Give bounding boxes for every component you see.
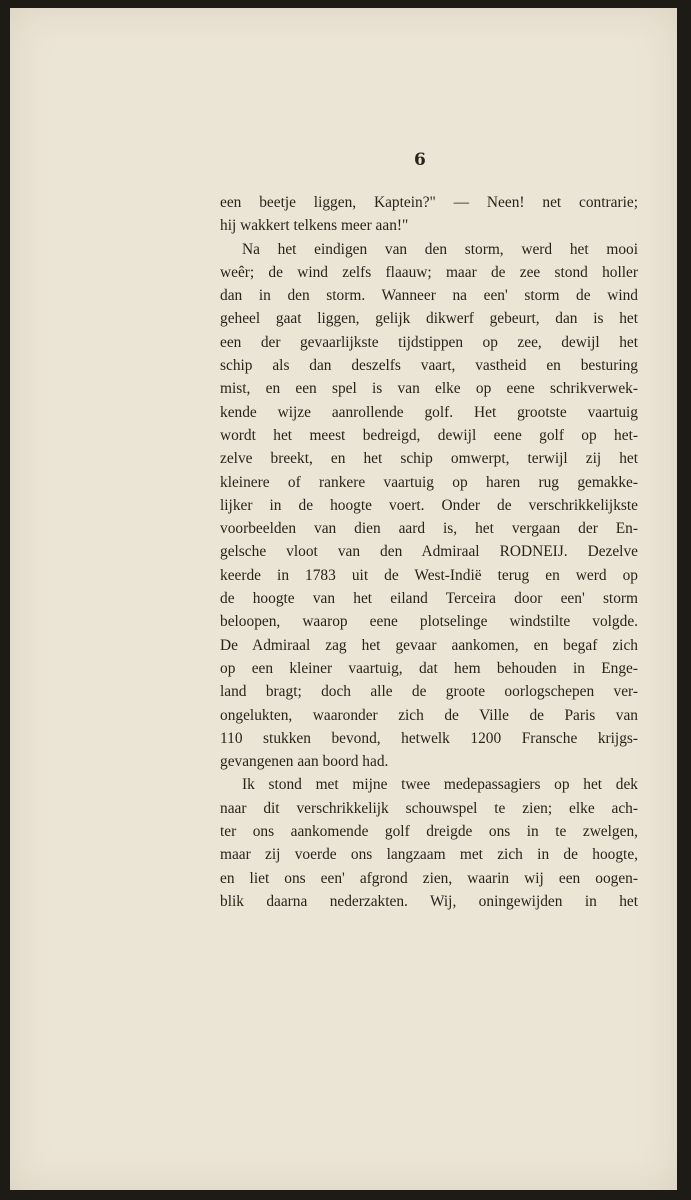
book-page: [10, 8, 677, 1190]
text-line: naar dit verschrikkelijk schouwspel te zien; elke ach-: [220, 799, 638, 817]
text-line: blik daarna nederzakten. Wij, oningewijden in het: [220, 892, 638, 910]
text-line: lijker in de hoogte voert. Onder de verschrikkelijkste: [220, 496, 638, 514]
text-line: dan in den storm. Wanneer na een' storm de wind: [220, 287, 638, 305]
text-line: maar zij voerde ons langzaam met zich in de hoogte,: [220, 846, 638, 864]
text-line: hij wakkert telkens meer aan!": [220, 217, 409, 235]
text-line: schip als dan deszelfs vaart, vastheid en besturing: [220, 357, 638, 375]
text-line: kende wijze aanrollende golf. Het grootste vaartuig: [220, 403, 638, 421]
text-line: Ik stond met mijne twee medepassagiers op het dek: [242, 776, 638, 794]
text-line: 110 stukken bevond, hetwelk 1200 Fransche krijgs-: [220, 729, 638, 747]
text-line: wordt het meest bedreigd, dewijl eene golf op het-: [220, 426, 638, 444]
text-line: een beetje liggen, Kaptein?" — Neen! net contrarie;: [220, 194, 638, 211]
text-line: voorbeelden van dien aard is, het vergaan der En-: [220, 520, 638, 538]
page-number: 6: [414, 150, 426, 170]
text-line: De Admiraal zag het gevaar aankomen, en begaf zich: [220, 636, 638, 654]
text-line: land bragt; doch alle de groote oorlogschepen ver-: [220, 683, 638, 701]
text-line: ongelukten, waaronder zich de Ville de Paris van: [220, 706, 638, 724]
text-line: weêr; de wind zelfs flaauw; maar de zee stond holler: [220, 263, 638, 281]
text-line: kleinere of rankere vaartuig op haren rug gemakke-: [220, 473, 638, 491]
text-line: mist, en een spel is van elke op eene schrikverwek-: [220, 380, 638, 398]
text-line: beloopen, waarop eene plotselinge windstilte volgde.: [220, 613, 638, 631]
text-line: geheel gaat liggen, gelijk dikwerf gebeurt, dan is het: [220, 310, 638, 328]
text-line: Na het eindigen van den storm, werd het mooi: [242, 240, 638, 258]
text-line: een der gevaarlijkste tijdstippen op zee, dewijl het: [220, 333, 638, 351]
body-text: [220, 191, 638, 913]
text-line: gevangenen aan boord had.: [220, 753, 389, 771]
text-line: keerde in 1783 uit de West-Indië terug en werd op: [220, 566, 638, 584]
text-line: op een kleiner vaartuig, dat hem behouden in Enge-: [220, 659, 638, 677]
text-line: en liet ons een' afgrond zien, waarin wij een oogen-: [220, 869, 638, 887]
text-line: ter ons aankomende golf dreigde ons in te zwelgen,: [220, 823, 638, 841]
text-line: gelsche vloot van den Admiraal RODNEIJ. Dezelve: [220, 543, 638, 561]
text-line: de hoogte van het eiland Terceira door een' storm: [220, 590, 638, 608]
text-line: zelve breekt, en het schip omwerpt, terwijl zij het: [220, 450, 638, 468]
